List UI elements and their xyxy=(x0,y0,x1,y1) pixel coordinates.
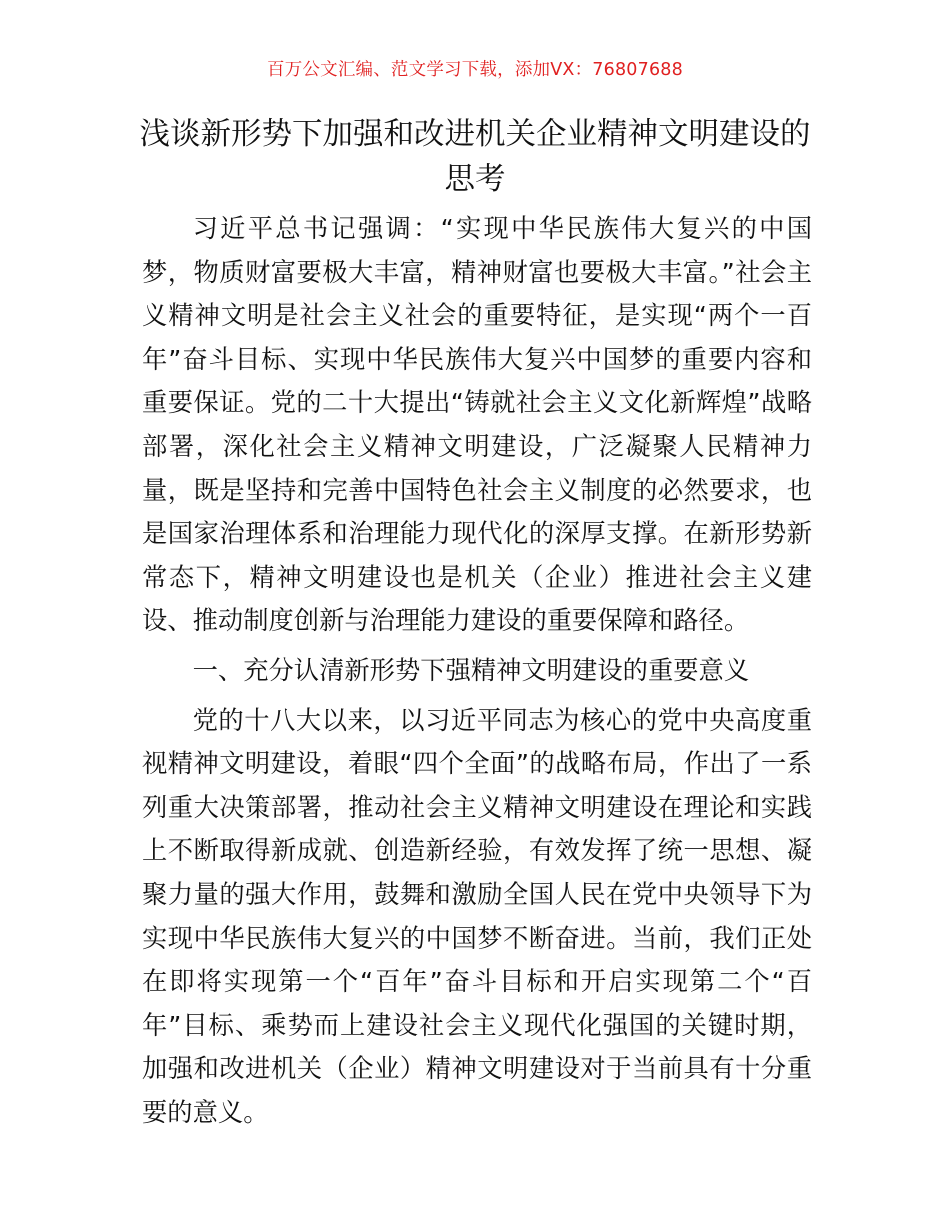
watermark-banner: 百万公文汇编、范文学习下载，添加VX：76807688 xyxy=(267,60,683,80)
document-title: 浅谈新形势下加强和改进机关企业精神文明建设的思考 xyxy=(139,117,811,197)
paragraph-section-1: 党的十八大以来，以习近平同志为核心的党中央高度重视精神文明建设，着眼“四个全面”的战略布局，作出了一系列重大决策部署，推动社会主义精神文明建设在理论和实践上不断取得新成就、创造新经验，有效发挥了统一思想、凝聚力量的强大作用，鼓舞和激励全国人民在党中央领导下为实现中华民族伟大复兴的中国梦不断奋进。当前，我们正处在即将实现第一个“百年”奋斗目标和开启实现第二个“百年”目标、乘势而上建设社会主义现代化强国的关键时期，加强和改进机关（企业）精神文明建设对于当前具有十分重要的意义。 xyxy=(142,705,812,1127)
paragraph-intro: 习近平总书记强调：“实现中华民族伟大复兴的中国梦，物质财富要极大丰富，精神财富也要极大丰富。”社会主义精神文明是社会主义社会的重要特征，是实现“两个一百年”奋斗目标、实现中华民族伟大复兴中国梦的重要内容和重要保证。党的二十大提出“铸就社会主义文化新辉煌”战略部署，深化社会主义精神文明建设，广泛凝聚人民精神力量，既是坚持和完善中国特色社会主义制度的必然要求，也是国家治理体系和治理能力现代化的深厚支撑。在新形势新常态下，精神文明建设也是机关（企业）推进社会主义建设、推动制度创新与治理能力建设的重要保障和路径。 xyxy=(142,214,812,636)
document-body xyxy=(142,207,812,1134)
section-heading-1: 一、充分认清新形势下强精神文明建设的重要意义 xyxy=(192,655,750,685)
